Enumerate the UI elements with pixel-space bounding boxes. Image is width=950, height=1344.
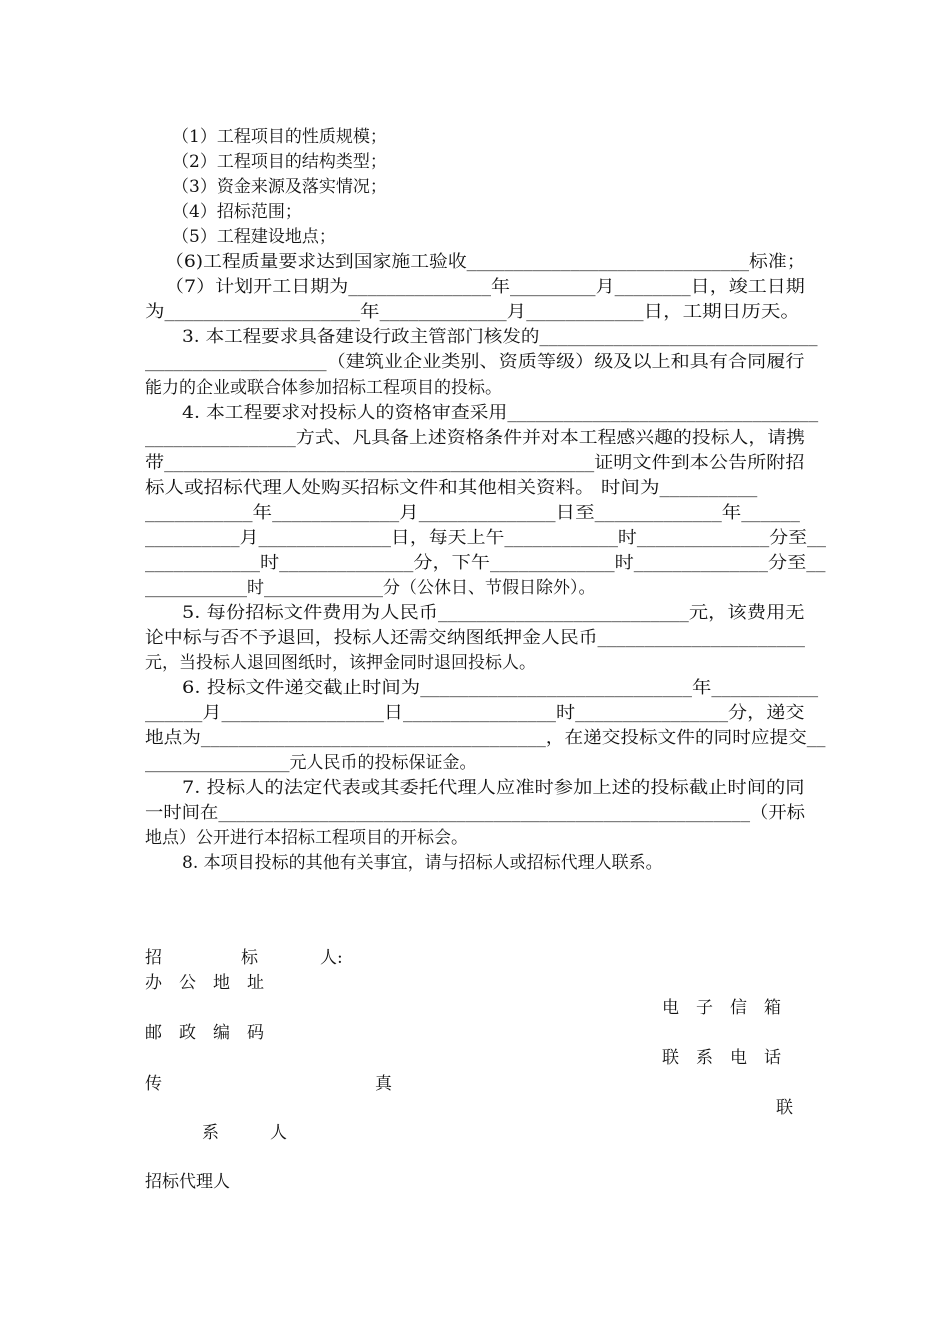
document-line: （2）工程项目的结构类型； (172, 152, 387, 172)
document-line: （3）资金来源及落实情况； (172, 177, 387, 197)
document-line: 带_____________________________________________证明文件到本公告所附招 (145, 453, 805, 473)
document-line: 论中标与否不予退回，投标人还需交纳图纸押金人民币______________________ (145, 628, 805, 648)
document-line: 一时间在__________________________________________________________（开标 (145, 803, 805, 823)
document-line: 8. 本项目投标的其他有关事宜，请与招标人或招标代理人联系。 (182, 853, 663, 873)
document-line: 能力的企业或联合体参加招标工程项目的投标。 (145, 378, 502, 398)
document-line: （6)工程质量要求达到国家施工验收______________________________标准； (165, 252, 806, 272)
postcode-label: 邮 政 编 码 (145, 1023, 264, 1043)
document-line: 标人或招标代理人处购买招标文件和其他相关资料。 时间为__________ (145, 478, 758, 498)
email-label: 电 子 信 箱 (662, 998, 781, 1018)
contact-label-1: 联 (776, 1098, 793, 1118)
document-line: ______月_________________日________________时________________分，递交 (145, 703, 805, 723)
document-line: 5. 每份招标文件费用为人民币__________________________元，该费用无 (182, 603, 805, 623)
fax-label-1: 传 (145, 1074, 162, 1094)
fax-label-2: 真 (375, 1074, 392, 1094)
document-line: ____________时______________分，下午_____________时______________分至__ (145, 553, 826, 573)
document-line: 6. 投标文件递交截止时间为____________________________年___________ (182, 678, 819, 698)
document-line: __________月______________日，每天上午____________时______________分至__ (145, 528, 826, 548)
contact-label-2: 系 人 (202, 1123, 287, 1143)
document-line: ________________方式、凡具备上述资格条件并对本工程感兴趣的投标人，请携 (145, 428, 805, 448)
agent-label: 招标代理人 (145, 1172, 230, 1192)
document-line: （7）计划开工日期为_______________年_________月________日，竣工日期 (165, 277, 805, 297)
document-line: ____________时______________分（公休日、节假日除外）。 (145, 578, 596, 598)
document-line: （1）工程项目的性质规模； (172, 127, 387, 147)
tenderer-label-2: 标 (241, 948, 258, 968)
document-line: _________________元人民币的投标保证金。 (145, 753, 477, 773)
document-line: ___________年_____________月______________日至_____________年______ (145, 503, 800, 523)
office-address-label: 办 公 地 址 (145, 973, 264, 993)
document-line: 为____________________年_____________月____________日，工期日历天。 (145, 302, 800, 322)
document-line: ___________________（建筑业企业类别、资质等级）级及以上和具有合同履行 (145, 352, 805, 372)
document-line: （5）工程建设地点； (172, 227, 336, 247)
document-line: 元，当投标人退回图纸时，该押金同时退回投标人。 (145, 653, 536, 673)
tenderer-label-3: 人: (320, 948, 343, 968)
document-line: 地点）公开进行本招标工程项目的开标会。 (145, 828, 468, 848)
tenderer-label-1: 招 (145, 948, 162, 968)
document-line: 地点为_____________________________________，在递交投标文件的同时应提交__ (145, 728, 826, 748)
phone-label: 联 系 电 话 (662, 1048, 781, 1068)
document-line: （4）招标范围； (172, 202, 302, 222)
document-line: 4. 本工程要求对投标人的资格审查采用_________________________________ (182, 403, 819, 423)
document-line: 3. 本工程要求具备建设行政主管部门核发的______________________________ (182, 327, 818, 347)
document-line: 7. 投标人的法定代表或其委托代理人应准时参加上述的投标截止时间的同 (182, 778, 805, 798)
